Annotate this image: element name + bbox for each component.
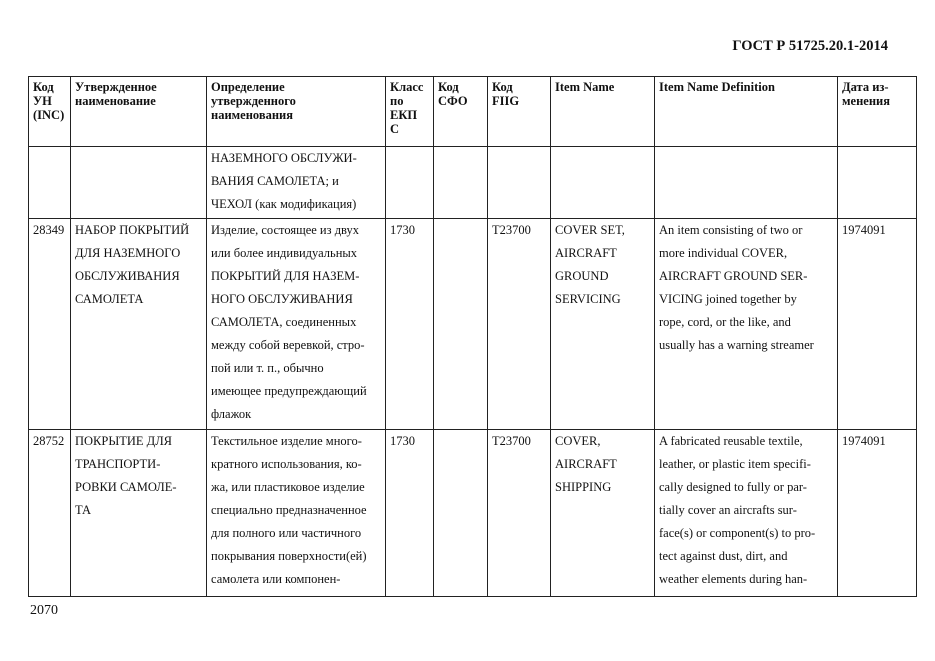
- cell-line: Утвержденное: [75, 80, 157, 94]
- cell-definition: [207, 219, 386, 430]
- cell-line: наименование: [75, 94, 156, 108]
- col-header-change-date: [838, 77, 917, 147]
- cell-line: покрывания поверхности(ей): [211, 549, 367, 563]
- cell-line: COVER SET,: [555, 223, 625, 237]
- cell-name: [71, 219, 207, 430]
- cell-item-definition: [655, 147, 838, 219]
- cell-line: SERVICING: [555, 292, 621, 306]
- col-header-sfo: [434, 77, 488, 147]
- cell-line: Определение: [211, 80, 285, 94]
- cell-line: УН: [33, 94, 52, 108]
- cell-line: Класс: [390, 80, 424, 94]
- cell-line: ЧЕХОЛ (как модификация): [211, 197, 357, 211]
- cell-line: пой или т. п., обычно: [211, 361, 324, 375]
- cell-item-definition: [655, 430, 838, 597]
- cell-line: T23700: [492, 434, 531, 448]
- cell-line: A fabricated reusable textile,: [659, 434, 803, 448]
- cell-definition: [207, 430, 386, 597]
- cell-line: ТА: [75, 503, 92, 517]
- cell-item-name: [551, 147, 655, 219]
- cell-fiig: [488, 147, 551, 219]
- cell-line: самолета или компонен-: [211, 572, 341, 586]
- cell-line: 1974091: [842, 434, 886, 448]
- cell-line: ВАНИЯ САМОЛЕТА; и: [211, 174, 339, 188]
- cell-line: Код: [33, 80, 54, 94]
- cell-line: VICING joined together by: [659, 292, 797, 306]
- cell-line: usually has a warning streamer: [659, 338, 814, 352]
- cell-line: Текстильное изделие много-: [211, 434, 362, 448]
- cell-line: НОГО ОБСЛУЖИВАНИЯ: [211, 292, 353, 306]
- cell-line: weather elements during han-: [659, 572, 808, 586]
- cell-name: [71, 147, 207, 219]
- cell-line: (INC): [33, 108, 65, 122]
- cell-line: T23700: [492, 223, 531, 237]
- cell-line: флажок: [211, 407, 252, 421]
- cell-line: AIRCRAFT: [555, 246, 617, 260]
- cell-line: Код: [438, 80, 459, 94]
- table-header-row: [29, 77, 917, 147]
- table-row: [29, 430, 917, 597]
- cell-inc: [29, 147, 71, 219]
- cell-line: имеющее предупреждающий: [211, 384, 367, 398]
- cell-line: ЕКП: [390, 108, 418, 122]
- cell-line: между собой веревкой, стро-: [211, 338, 365, 352]
- cell-line: САМОЛЕТА: [75, 292, 144, 306]
- cell-line: или более индивидуальных: [211, 246, 358, 260]
- cell-line: 1974091: [842, 223, 886, 237]
- table-row: [29, 219, 917, 430]
- cell-line: САМОЛЕТА, соединенных: [211, 315, 357, 329]
- cell-class: [386, 147, 434, 219]
- cell-line: face(s) or component(s) to pro-: [659, 526, 816, 540]
- cell-line: Item Name: [555, 80, 615, 94]
- table-row: [29, 147, 917, 219]
- cell-line: утвержденного: [211, 94, 296, 108]
- cell-line: 1730: [390, 223, 415, 237]
- cell-class: [386, 219, 434, 430]
- cell-change-date: [838, 219, 917, 430]
- cell-line: для полного или частичного: [211, 526, 362, 540]
- cell-line: С: [390, 122, 400, 136]
- cell-line: ДЛЯ НАЗЕМНОГО: [75, 246, 181, 260]
- col-header-inc: [29, 77, 71, 147]
- cell-item-name: [551, 430, 655, 597]
- cell-line: Код: [492, 80, 513, 94]
- cell-line: tially cover an aircrafts sur-: [659, 503, 797, 517]
- cell-line: COVER,: [555, 434, 601, 448]
- cell-class: [386, 430, 434, 597]
- col-header-item-definition: [655, 77, 838, 147]
- cell-fiig: [488, 430, 551, 597]
- col-header-definition: [207, 77, 386, 147]
- cell-line: НАБОР ПОКРЫТИЙ: [75, 223, 190, 237]
- catalog-table: [28, 76, 917, 597]
- cell-line: Дата из-: [842, 80, 889, 94]
- cell-line: по: [390, 94, 404, 108]
- cell-name: [71, 430, 207, 597]
- cell-item-name: [551, 219, 655, 430]
- cell-line: специально предназначенное: [211, 503, 367, 517]
- cell-line: Изделие, состоящее из двух: [211, 223, 360, 237]
- cell-sfo: [434, 219, 488, 430]
- cell-line: GROUND: [555, 269, 609, 283]
- cell-change-date: [838, 430, 917, 597]
- cell-sfo: [434, 147, 488, 219]
- cell-line: cally designed to fully or par-: [659, 480, 807, 494]
- col-header-item-name: [551, 77, 655, 147]
- cell-line: rope, cord, or the like, and: [659, 315, 791, 329]
- page-number: 2070: [30, 603, 58, 618]
- cell-line: ОБСЛУЖИВАНИЯ: [75, 269, 180, 283]
- cell-line: tect against dust, dirt, and: [659, 549, 788, 563]
- col-header-fiig: [488, 77, 551, 147]
- cell-line: наименования: [211, 108, 294, 122]
- cell-line: SHIPPING: [555, 480, 612, 494]
- cell-line: СФО: [438, 94, 468, 108]
- cell-inc: [29, 430, 71, 597]
- cell-line: AIRCRAFT GROUND SER-: [659, 269, 808, 283]
- cell-line: Item Name Definition: [659, 80, 775, 94]
- cell-line: 28752: [33, 434, 65, 448]
- cell-line: 28349: [33, 223, 65, 237]
- cell-line: leather, or plastic item specifi-: [659, 457, 811, 471]
- cell-line: ПОКРЫТИЙ ДЛЯ НАЗЕМ-: [211, 269, 360, 283]
- cell-line: AIRCRAFT: [555, 457, 617, 471]
- cell-line: ПОКРЫТИЕ ДЛЯ: [75, 434, 173, 448]
- cell-sfo: [434, 430, 488, 597]
- cell-line: менения: [842, 94, 890, 108]
- cell-line: кратного использования, ко-: [211, 457, 362, 471]
- cell-line: 1730: [390, 434, 415, 448]
- document-code: ГОСТ Р 51725.20.1-2014: [732, 38, 888, 54]
- cell-line: жа, или пластиковое изделие: [211, 480, 365, 494]
- cell-fiig: [488, 219, 551, 430]
- cell-line: РОВКИ САМОЛЕ-: [75, 480, 177, 494]
- cell-line: An item consisting of two or: [659, 223, 803, 237]
- cell-line: ТРАНСПОРТИ-: [75, 457, 161, 471]
- cell-line: FIIG: [492, 94, 520, 108]
- cell-definition: [207, 147, 386, 219]
- cell-line: more individual COVER,: [659, 246, 788, 260]
- cell-inc: [29, 219, 71, 430]
- col-header-approved-name: [71, 77, 207, 147]
- cell-item-definition: [655, 219, 838, 430]
- cell-line: НАЗЕМНОГО ОБСЛУЖИ-: [211, 151, 357, 165]
- cell-change-date: [838, 147, 917, 219]
- col-header-class: [386, 77, 434, 147]
